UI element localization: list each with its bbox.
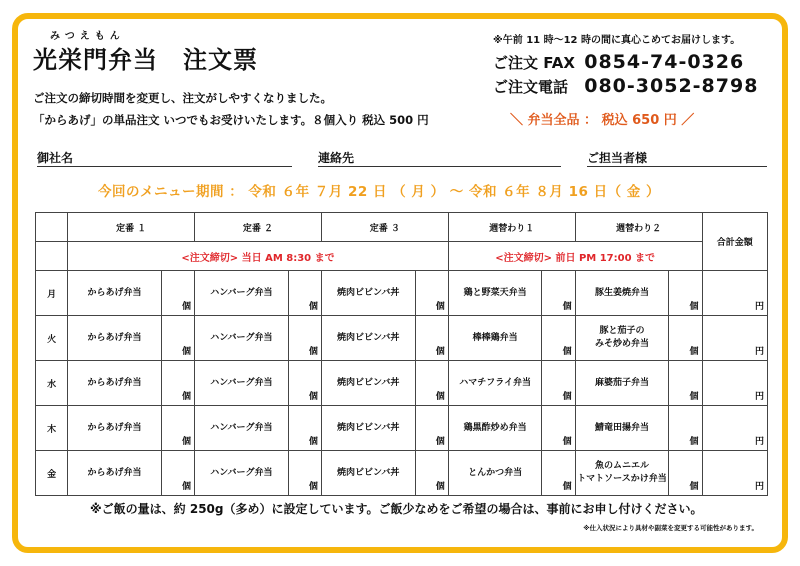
quantity-cell[interactable]: 個 xyxy=(669,361,702,406)
menu-item: 鯖竜田揚弁当 xyxy=(575,406,669,451)
deadline-fixed: <注文締切> 当日 AM 8:30 まで xyxy=(68,242,449,271)
quantity-cell[interactable]: 個 xyxy=(669,406,702,451)
quantity-cell[interactable]: 個 xyxy=(161,316,194,361)
day-label: 金 xyxy=(36,451,68,496)
menu-item: 焼肉ビビンバ丼 xyxy=(321,271,415,316)
menu-item: ハンバーグ弁当 xyxy=(195,316,289,361)
quantity-cell[interactable]: 個 xyxy=(288,451,321,496)
total-cell[interactable]: 円 xyxy=(702,361,768,406)
header-weekly-1: 週替わり１ xyxy=(448,213,575,242)
menu-item: 棒棒鶏弁当 xyxy=(448,316,542,361)
person-in-charge-label: ご担当者様 xyxy=(587,151,648,165)
quantity-cell[interactable]: 個 xyxy=(415,271,448,316)
tel-number: 080-3052-8798 xyxy=(584,75,759,97)
header-fixed-3: 定番 ３ xyxy=(321,213,448,242)
deadline-row xyxy=(36,242,768,271)
fax-line xyxy=(493,51,744,73)
quantity-cell[interactable]: 個 xyxy=(415,406,448,451)
quantity-cell[interactable]: 個 xyxy=(288,316,321,361)
corner-cell xyxy=(36,213,68,242)
menu-item: ハンバーグ弁当 xyxy=(195,451,289,496)
contact-info-field[interactable] xyxy=(318,149,561,167)
menu-item: からあげ弁当 xyxy=(68,406,162,451)
day-label: 水 xyxy=(36,361,68,406)
order-table xyxy=(35,212,768,496)
quantity-cell[interactable]: 個 xyxy=(669,451,702,496)
delivery-note: ※午前 11 時～12 時の間に真心こめてお届けします。 xyxy=(493,35,741,46)
menu-item: からあげ弁当 xyxy=(68,316,162,361)
quantity-cell[interactable]: 個 xyxy=(288,271,321,316)
quantity-cell[interactable]: 個 xyxy=(161,271,194,316)
menu-item: 焼肉ビビンバ丼 xyxy=(321,406,415,451)
ingredient-change-note: ※仕入状況により具材や副菜を変更する可能性があります。 xyxy=(583,524,758,532)
contact-info-label: 連絡先 xyxy=(318,151,355,165)
quantity-cell[interactable]: 個 xyxy=(288,361,321,406)
header-fixed-2: 定番 ２ xyxy=(195,213,322,242)
quantity-cell[interactable]: 個 xyxy=(161,361,194,406)
table-row xyxy=(36,361,768,406)
menu-period: 今回のメニュー期間 ： 令和 ６年 ７月 22 日 （ 月 ） ～ 令和 ６年 ８月 16 日（ 金 ） xyxy=(98,184,660,200)
menu-item: 豚生姜焼弁当 xyxy=(575,271,669,316)
table-header-row xyxy=(36,213,768,242)
quantity-cell[interactable]: 個 xyxy=(288,406,321,451)
total-cell[interactable]: 円 xyxy=(702,271,768,316)
header-weekly-2: 週替わり２ xyxy=(575,213,702,242)
tel-line xyxy=(493,75,758,97)
quantity-cell[interactable]: 個 xyxy=(669,271,702,316)
menu-item: とんかつ弁当 xyxy=(448,451,542,496)
corner-cell-2 xyxy=(36,242,68,271)
menu-item: からあげ弁当 xyxy=(68,271,162,316)
title-ruby: みつえもん xyxy=(50,31,125,42)
table-row xyxy=(36,316,768,361)
table-row xyxy=(36,406,768,451)
table-row xyxy=(36,271,768,316)
quantity-cell[interactable]: 個 xyxy=(542,271,575,316)
day-label: 木 xyxy=(36,406,68,451)
table-row xyxy=(36,451,768,496)
quantity-cell[interactable]: 個 xyxy=(542,406,575,451)
quantity-cell[interactable]: 個 xyxy=(542,451,575,496)
quantity-cell[interactable]: 個 xyxy=(161,406,194,451)
total-cell[interactable]: 円 xyxy=(702,451,768,496)
menu-item: ハンバーグ弁当 xyxy=(195,271,289,316)
notice-karaage-single: 「からあげ」の単品注文 いつでもお受けいたします。８個入り 税込 500 円 xyxy=(33,113,429,127)
quantity-cell[interactable]: 個 xyxy=(542,316,575,361)
menu-item: 豚と茄子の みそ炒め弁当 xyxy=(575,316,669,361)
total-cell[interactable]: 円 xyxy=(702,406,768,451)
menu-item: 鶏黒酢炒め弁当 xyxy=(448,406,542,451)
menu-item: からあげ弁当 xyxy=(68,451,162,496)
menu-item: ハマチフライ弁当 xyxy=(448,361,542,406)
company-name-field[interactable] xyxy=(37,149,292,167)
quantity-cell[interactable]: 個 xyxy=(415,361,448,406)
quantity-cell[interactable]: 個 xyxy=(415,451,448,496)
person-in-charge-field[interactable] xyxy=(587,149,767,167)
quantity-cell[interactable]: 個 xyxy=(542,361,575,406)
menu-item: 鶏と野菜天弁当 xyxy=(448,271,542,316)
quantity-cell[interactable]: 個 xyxy=(669,316,702,361)
rice-amount-note: ※ご飯の量は、約 250g（多め）に設定しています。ご飯少なめをご希望の場合は、事前にお申し付けください。 xyxy=(90,502,703,516)
fax-number: 0854-74-0326 xyxy=(584,51,745,73)
day-label: 火 xyxy=(36,316,68,361)
menu-item: 魚のムニエル トマトソースかけ弁当 xyxy=(575,451,669,496)
tel-label: ご注文電話 xyxy=(493,78,569,96)
quantity-cell[interactable]: 個 xyxy=(161,451,194,496)
notice-deadline-change: ご注文の締切時間を変更し、注文がしやすくなりました。 xyxy=(33,91,332,105)
menu-item: からあげ弁当 xyxy=(68,361,162,406)
page-title: 光栄門弁当 注文票 xyxy=(33,46,258,74)
day-label: 月 xyxy=(36,271,68,316)
menu-item: 焼肉ビビンバ丼 xyxy=(321,316,415,361)
menu-item: 焼肉ビビンバ丼 xyxy=(321,361,415,406)
menu-item: 焼肉ビビンバ丼 xyxy=(321,451,415,496)
header-fixed-1: 定番 １ xyxy=(68,213,195,242)
quantity-cell[interactable]: 個 xyxy=(415,316,448,361)
menu-item: 麻婆茄子弁当 xyxy=(575,361,669,406)
menu-item: ハンバーグ弁当 xyxy=(195,361,289,406)
menu-item: ハンバーグ弁当 xyxy=(195,406,289,451)
company-name-label: 御社名 xyxy=(37,151,74,165)
fax-label: ご注文 FAX xyxy=(493,54,575,72)
deadline-weekly: <注文締切> 前日 PM 17:00 まで xyxy=(448,242,702,271)
price-banner: ＼ 弁当全品 ： 税込 650 円 ／ xyxy=(510,113,695,128)
header-total: 合計金額 xyxy=(702,213,768,271)
total-cell[interactable]: 円 xyxy=(702,316,768,361)
